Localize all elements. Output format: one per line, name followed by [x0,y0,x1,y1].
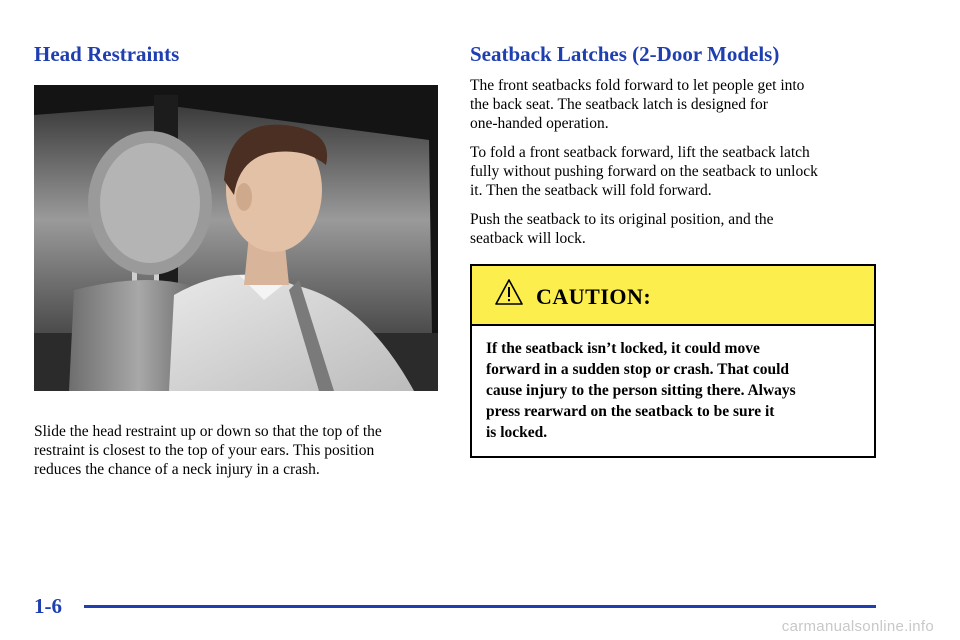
head-restraint-instructions [34,422,382,479]
caution-title: CAUTION: [536,284,652,309]
seatback-latches-heading: Seatback Latches (2-Door Models) [470,42,780,66]
text-line: If the seatback isn’t locked, it could move [486,340,760,357]
text-line: The front seatbacks fold forward to let people get into [470,77,805,94]
page-number: 1-6 [34,594,62,618]
caution-header [472,266,874,326]
text-line: the back seat. The seatback latch is designed for [470,96,768,113]
text-line: press rearward on the seatback to be sure it [486,403,775,420]
head-restraints-heading: Head Restraints [34,42,180,66]
seatback-paragraph-3 [470,210,774,248]
footer-divider [84,605,876,608]
text-line: restraint is closest to the top of your ears. This position [34,442,375,459]
warning-triangle-icon [494,278,524,306]
text-line: Push the seatback to its original position, and the [470,211,774,228]
text-line: reduces the chance of a neck injury in a crash. [34,461,320,478]
text-line: fully without pushing forward on the seatback to unlock [470,163,818,180]
text-line: seatback will lock. [470,230,586,247]
text-line: one-handed operation. [470,115,609,132]
text-line: forward in a sudden stop or crash. That could [486,361,790,378]
seatback-paragraph-1 [470,76,804,133]
text-line: it. Then the seatback will fold forward. [470,182,712,199]
text-line: cause injury to the person sitting there. Always [486,382,796,399]
caution-box [470,264,876,458]
watermark: carmanualsonline.info [781,618,934,635]
caution-text [486,338,796,443]
text-line: is locked. [486,424,548,441]
seatback-paragraph-2 [470,143,818,200]
text-line: To fold a front seatback forward, lift the seatback latch [470,144,810,161]
text-line: Slide the head restraint up or down so that the top of the [34,423,382,440]
head-restraint-illustration [34,85,438,391]
